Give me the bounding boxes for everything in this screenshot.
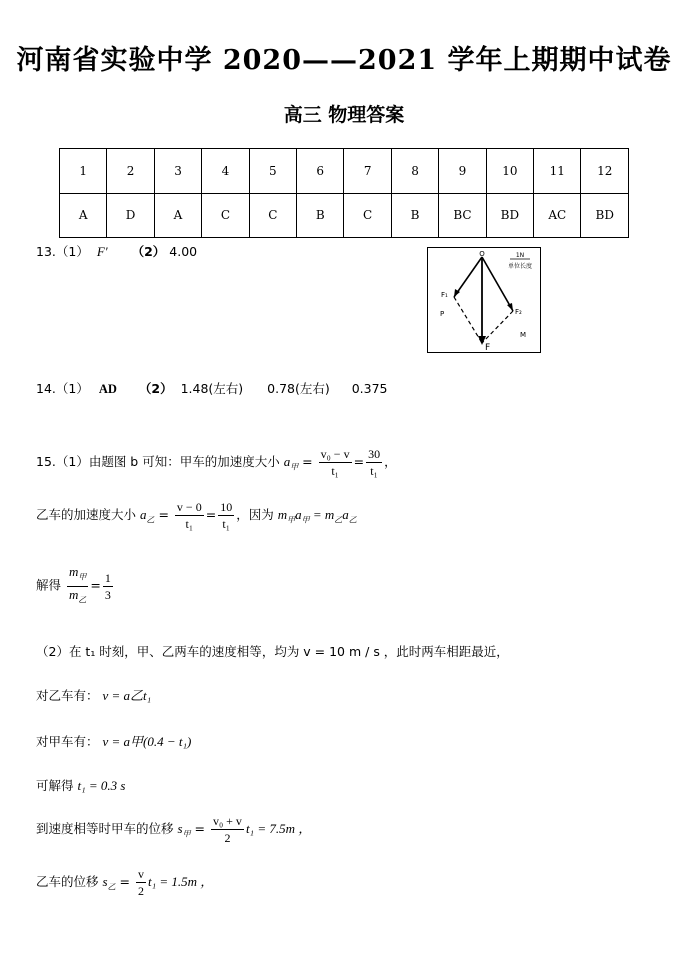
q15-l8-tail: t₁ = 7.5m ， <box>245 821 312 836</box>
question-number: 9 <box>439 149 486 194</box>
q15-l9-tail: t₁ = 1.5m ， <box>147 874 214 889</box>
label-f2: F₂ <box>515 308 522 316</box>
answer-cell: A <box>154 193 201 238</box>
question-number: 12 <box>581 149 629 194</box>
answer-cell: B <box>391 193 438 238</box>
q15-l2-tail: ，因为 <box>236 507 274 522</box>
question-number: 1 <box>60 149 107 194</box>
answer-table-number-row <box>60 149 629 194</box>
fraction: $\frac{1}{3}$ <box>104 570 111 602</box>
question-number: 7 <box>344 149 391 194</box>
q15-l2-text: 乙车的加速度大小 <box>36 507 137 522</box>
q15-line-7 <box>36 776 125 794</box>
symbol-a-jia: $a_甲$ <box>283 454 299 472</box>
q13-part2-label: （2） <box>131 244 166 259</box>
fraction: $\frac{v}{2}$ <box>137 867 144 898</box>
q15-line-8: 到速度相等时甲车的位移 $s_甲$ = $\frac{\text{v₀ + v}}{2}$ t₁ = 7.5m ， <box>36 814 312 845</box>
answer-table-answer-row <box>60 193 629 238</box>
question-number: 2 <box>107 149 154 194</box>
scale-value: 1N <box>515 252 525 259</box>
answer-cell: BC <box>439 193 486 238</box>
symbol-s-jia: $s_甲$ <box>177 821 191 839</box>
page-subtitle: 高三 物理答案 <box>283 104 405 126</box>
diagram-origin-label: O <box>479 250 485 258</box>
answer-cell: A <box>60 193 107 238</box>
answer-cell: B <box>297 193 344 238</box>
vector-f2-arrowhead <box>507 303 513 311</box>
question-number: 10 <box>486 149 533 194</box>
q15-line-3: 解得 $\frac{m_甲}{m_乙}$ = $\frac{1}{3}$ <box>36 564 115 608</box>
question-number: 6 <box>297 149 344 194</box>
force-diagram <box>427 247 541 353</box>
q13-label: 13.（1） <box>36 244 89 259</box>
symbol-s-yi: $s_乙$ <box>102 874 116 892</box>
q15-l6-text: 对甲车有： <box>36 734 99 749</box>
q15-l1-text: 15.（1）由题图 b 可知：甲车的加速度大小 <box>36 454 280 469</box>
q15-line-4: （2）在 t₁ 时刻，甲、乙两车的速度相等，均为 v = 10 m / s ，此时两车相距最近， <box>36 644 509 659</box>
q14-answer-4: 0.375 <box>351 381 388 396</box>
q13-line <box>36 242 197 260</box>
symbol-a-yi: $a_乙$ <box>140 507 155 525</box>
question-number: 5 <box>249 149 296 194</box>
fraction: $\frac{\text{v₀ + v}}{2}$ <box>212 814 242 845</box>
q14-label: 14.（1） <box>36 381 89 396</box>
fraction: $\frac{\text{v₀ − v}}{\text{t₁}}$ <box>320 447 350 478</box>
q15-line-5 <box>36 685 151 704</box>
label-m: M <box>520 331 527 339</box>
q15-l5-text: 对乙车有： <box>36 688 99 703</box>
equation-mass-accel: $m_甲a_甲 = m_乙a_乙$ <box>277 507 357 525</box>
q15-line-9: 乙车的位移 $s_乙$ = $\frac{v}{2}$ t₁ = 1.5m ， <box>36 867 214 898</box>
answer-cell: C <box>344 193 391 238</box>
q15-line-1: 15.（1）由题图 b 可知：甲车的加速度大小 $a_甲$ = $\frac{\text{v₀ − v}}{\text{t₁}}$ = $\frac{30}{\text{t₁}}$ ， <box>36 447 397 478</box>
scale-text: 单位长度 <box>507 263 533 270</box>
q15-l8-text: 到速度相等时甲车的位移 <box>36 821 174 836</box>
q15-l7-eq: t₁ = 0.3 s <box>77 778 126 793</box>
answer-cell: C <box>249 193 296 238</box>
answer-cell: AC <box>534 193 581 238</box>
question-number: 3 <box>154 149 201 194</box>
q13-answer-1: F′ <box>96 244 108 259</box>
q15-line-6 <box>36 731 191 750</box>
label-f: F <box>485 343 491 353</box>
question-number: 8 <box>391 149 438 194</box>
question-number: 4 <box>202 149 249 194</box>
q13-answer-2: 4.00 <box>169 244 198 259</box>
q15-l7-text: 可解得 <box>36 778 74 793</box>
q14-answer-1: AD <box>98 382 117 396</box>
dashed-side-right <box>482 311 513 343</box>
answer-cell: D <box>107 193 154 238</box>
q15-l3-text: 解得 <box>36 577 62 593</box>
answer-cell: C <box>202 193 249 238</box>
fraction: $\frac{m_甲}{m_乙}$ <box>69 564 87 605</box>
label-p: P <box>440 310 445 318</box>
answer-table <box>59 148 629 238</box>
answer-cell: BD <box>581 193 629 238</box>
fraction: $\frac{30}{\text{t₁}}$ <box>368 447 381 478</box>
q14-line <box>36 379 388 397</box>
q15-l9-text: 乙车的位移 <box>36 874 99 889</box>
q15-l6-eq: v = a甲(0.4 − t₁) <box>102 734 192 749</box>
question-number: 11 <box>534 149 581 194</box>
q14-part2-label: （2） <box>138 381 173 396</box>
q14-answer-2: 1.48(左右) <box>180 381 244 396</box>
fraction: $\frac{v - 0}{\text{t₁}}$ <box>176 500 202 531</box>
label-f1: F₁ <box>441 291 448 299</box>
q15-line-2: 乙车的加速度大小 $a_乙$ = $\frac{v - 0}{\text{t₁}}$ = $\frac{10}{\text{t₁}}$ ，因为 $m_甲a_甲 = m_乙a_乙$ <box>36 500 357 531</box>
q15-l5-eq: v = a乙t₁ <box>102 688 152 703</box>
page-title: 河南省实验中学 2020——2021 学年上期期中试卷 <box>16 45 672 76</box>
dashed-side-left <box>454 297 482 343</box>
fraction: $\frac{10}{\text{t₁}}$ <box>220 500 233 531</box>
answer-cell: BD <box>486 193 533 238</box>
q14-answer-3: 0.78(左右) <box>267 381 330 396</box>
